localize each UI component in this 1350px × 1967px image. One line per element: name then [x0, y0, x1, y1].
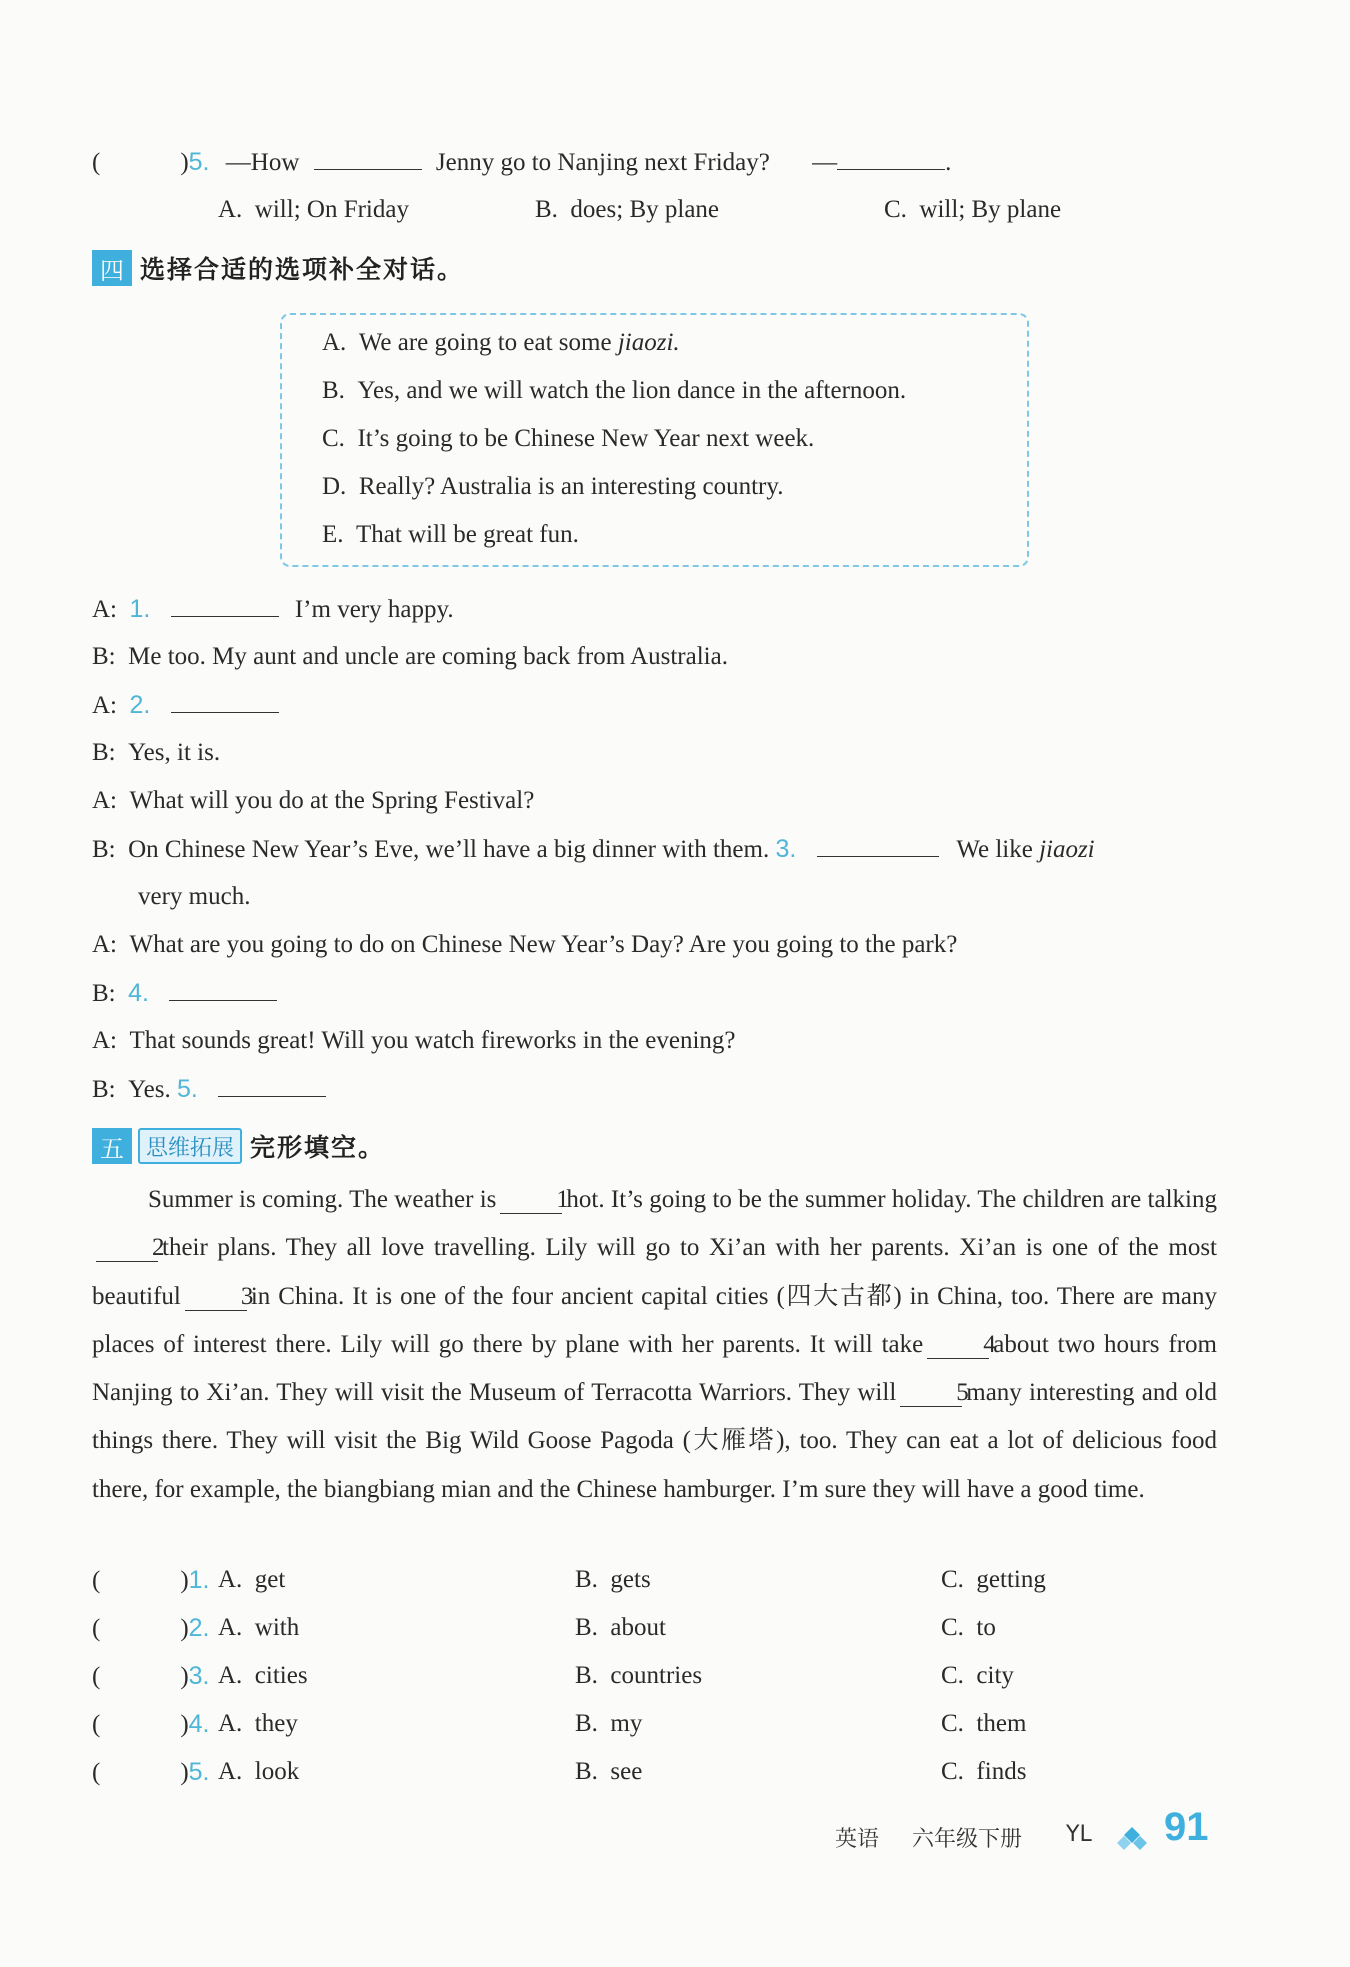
blank-line[interactable] [817, 834, 939, 857]
q5-option-c[interactable]: C. finds [941, 1758, 1027, 1785]
cloze-blank-3[interactable]: 3 [185, 1284, 247, 1311]
footer-grade: 六年级下册 [912, 1827, 1023, 1852]
question-5-top [92, 145, 951, 180]
dialogue-line-4: B: Yes, it is. [92, 739, 221, 766]
q1-option-c[interactable]: C. getting [941, 1566, 1046, 1593]
dialogue-line-10: B: Yes. 5. [92, 1072, 326, 1107]
dialogue-line-2: B: Me too. My aunt and uncle are coming back from Australia. [92, 643, 728, 670]
blank-line[interactable] [837, 147, 945, 170]
section-5-header [92, 1126, 385, 1166]
cloze-question-4: ( )4. [92, 1710, 210, 1738]
footer-subject: 英语 [835, 1827, 880, 1852]
dialogue-line-6b: very much. [138, 883, 251, 910]
section-4-header [92, 248, 464, 288]
q3-option-a[interactable]: A. cities [218, 1662, 308, 1689]
section-badge: 五 [92, 1128, 132, 1164]
q3-option-c[interactable]: C. city [941, 1662, 1014, 1689]
section-title: 完形填空。 [250, 1133, 386, 1162]
blank-line[interactable] [169, 978, 277, 1001]
cloze-blank-1[interactable]: 1 [500, 1187, 562, 1214]
q2-option-c[interactable]: C. to [941, 1614, 996, 1641]
blank-line[interactable] [171, 690, 279, 713]
dialogue-line-6: B: On Chinese New Year’s Eve, we’ll have a big dinner with them. 3. We like jiaozi [92, 835, 1095, 863]
answer-paren[interactable]: ( ) [92, 1567, 189, 1594]
question-number: 5. [188, 148, 210, 176]
question-text: —How [225, 149, 300, 176]
cloze-question-2: ( )2. [92, 1614, 210, 1642]
q1-option-a[interactable]: A. get [218, 1566, 286, 1593]
section-badge: 四 [92, 250, 132, 286]
q5-option-b[interactable]: B. see [575, 1758, 643, 1785]
dialogue-line-3: A: 2. [92, 688, 279, 723]
cloze-question-3: ( )3. [92, 1662, 210, 1690]
option-b[interactable]: B. does; By plane [535, 196, 720, 223]
blank-line[interactable] [218, 1074, 326, 1097]
dialogue-line-7: A: What are you going to do on Chinese New Year’s Day? Are you going to the park? [92, 931, 958, 958]
dialogue-line-1: A: 1. I’m very happy. [92, 595, 454, 623]
q4-option-a[interactable]: A. they [218, 1710, 298, 1737]
box-option-e: E. That will be great fun. [322, 521, 579, 548]
q4-option-c[interactable]: C. them [941, 1710, 1027, 1737]
period: . [945, 149, 952, 176]
dialogue-line-8: B: 4. [92, 976, 277, 1011]
box-option-c: C. It’s going to be Chinese New Year next week. [322, 425, 815, 452]
page-number: 91 [1164, 1805, 1209, 1849]
q2-option-a[interactable]: A. with [218, 1614, 300, 1641]
section-tag: 思维拓展 [138, 1128, 242, 1164]
dialogue-line-5: A: What will you do at the Spring Festival? [92, 787, 535, 814]
q2-option-b[interactable]: B. about [575, 1614, 666, 1641]
cloze-question-5: ( )5. [92, 1758, 210, 1786]
option-c[interactable]: C. will; By plane [884, 196, 1062, 223]
q4-option-b[interactable]: B. my [575, 1710, 643, 1737]
cloze-question-1: ( )1. [92, 1566, 210, 1594]
box-option-b: B. Yes, and we will watch the lion dance in the afternoon. [322, 377, 907, 404]
dialogue-line-9: A: That sounds great! Will you watch fireworks in the evening? [92, 1027, 736, 1054]
answer-paren[interactable]: ( ) [92, 1759, 189, 1786]
box-option-a: A. We are going to eat some jiaozi. [322, 329, 680, 356]
question-text-2: Jenny go to Nanjing next Friday? [435, 149, 770, 176]
answer-paren[interactable]: ( ) [92, 1615, 189, 1642]
cloze-passage: Summer is coming. The weather is 1hot. It’s going to be the summer holiday. The children are talking2their plans. They all love travelling. Lily will go to Xi’an with her parents. Xi’an is one of the most beautiful 3in China. It is one of the four ancient capital cities (四大古都) in China, too. There are many places of interest there. Lily will go there by plane with her parents. It will take 4about two hours from Nanjing to Xi’an. They will visit the Museum of Terracotta Warriors. They will 5many interesting and old things there. They will visit the Big Wild Goose Pagoda (大雁塔), too. They can eat a lot of delicious food there, for example, the biangbiang mian and the Chinese hamburger. I’m sure they will have a good time. [92, 1186, 1217, 1503]
q1-option-b[interactable]: B. gets [575, 1566, 651, 1593]
diamond-icon [1115, 1826, 1149, 1856]
q3-option-b[interactable]: B. countries [575, 1662, 703, 1689]
answer-paren[interactable]: ( ) [92, 1663, 189, 1690]
q5-option-a[interactable]: A. look [218, 1758, 300, 1785]
answer-paren[interactable]: ( ) [92, 1711, 189, 1738]
blank-line[interactable] [314, 147, 422, 170]
box-option-d: D. Really? Australia is an interesting country. [322, 473, 784, 500]
cloze-blank-2[interactable]: 2 [96, 1235, 158, 1262]
answer-dash: — [812, 149, 838, 176]
answer-paren[interactable]: ( ) [92, 149, 189, 176]
section-title: 选择合适的选项补全对话。 [140, 255, 465, 284]
blank-line[interactable] [171, 594, 279, 617]
cloze-blank-4[interactable]: 4 [927, 1332, 989, 1359]
footer-edition: YL [1066, 1822, 1092, 1847]
option-a[interactable]: A. will; On Friday [218, 196, 409, 223]
cloze-blank-5[interactable]: 5 [900, 1380, 962, 1407]
